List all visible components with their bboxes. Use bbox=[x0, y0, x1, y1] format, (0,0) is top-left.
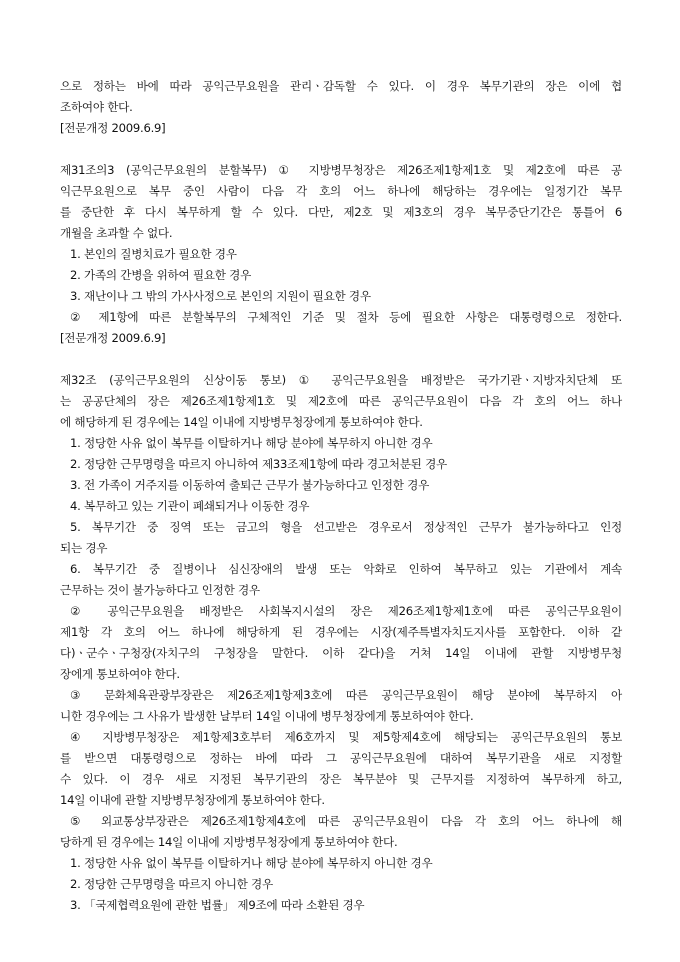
text-line: 되는 경우 bbox=[60, 541, 108, 555]
paragraph-gap bbox=[60, 349, 622, 370]
text-line: 1. 정당한 사유 없이 복무를 이탈하거나 해당 분야에 복무하지 아니한 경우 bbox=[70, 856, 433, 870]
text-line: 3. 「국제협력요원에 관한 법률」 제9조에 따라 소환된 경우 bbox=[70, 898, 365, 912]
text-line: 2. 정당한 근무명령을 따르지 아니하여 제33조제1항에 따라 경고처분된 경우 bbox=[70, 457, 447, 471]
text-line: 14일 이내에 관할 지방병무청장에게 통보하여야 한다. bbox=[60, 793, 325, 807]
text-line: 를 중단한 후 다시 복무하게 할 수 있다. 다만, 제2호 및 제3호의 경우 복무중단기간은 통틀어 6 bbox=[60, 205, 622, 219]
text-line: ② 제1항에 따른 분할복무의 구체적인 기준 및 절차 등에 필요한 사항은 대통령령으로 정한다. bbox=[70, 310, 622, 324]
text-line: 4. 복무하고 있는 기관이 폐쇄되거나 이동한 경우 bbox=[70, 499, 310, 513]
document-page bbox=[60, 76, 622, 916]
article-block bbox=[60, 370, 622, 916]
text-line: 에 해당하게 된 경우에는 14일 이내에 지방병무청장에게 통보하여야 한다. bbox=[60, 415, 423, 429]
text-line: 다)ㆍ군수ㆍ구청장(자치구의 구청장을 말한다. 이하 같다)을 거쳐 14일 이내에 관할 지방병무청 bbox=[60, 646, 622, 660]
text-line: 장에게 통보하여야 한다. bbox=[60, 667, 180, 681]
text-line: 2. 가족의 간병을 위하여 필요한 경우 bbox=[70, 268, 252, 282]
text-line: 익근무요원으로 복무 중인 사람이 다음 각 호의 어느 하나에 해당하는 경우에는 일정기간 복무 bbox=[60, 184, 622, 198]
text-line: [전문개정 2009.6.9] bbox=[60, 331, 166, 345]
text-line: 당하게 된 경우에는 14일 이내에 지방병무청장에게 통보하여야 한다. bbox=[60, 835, 398, 849]
text-line: 조하여야 한다. bbox=[60, 100, 133, 114]
article-block bbox=[60, 76, 622, 139]
text-line: 를 받으면 대통령령으로 정하는 바에 따라 그 공익근무요원에 대하여 복무기관을 새로 지정할 bbox=[60, 751, 622, 765]
text-line: ② 공익근무요원을 배정받은 사회복지시설의 장은 제26조제1항제1호에 따른 공익근무요원이 bbox=[70, 604, 622, 618]
text-line: 으로 정하는 바에 따라 공익근무요원을 관리ㆍ감독할 수 있다. 이 경우 복무기관의 장은 이에 협 bbox=[60, 79, 622, 93]
text-line: 개월을 초과할 수 없다. bbox=[60, 226, 173, 240]
text-line: 제1항 각 호의 어느 하나에 해당하게 된 경우에는 시장(제주특별자치도지사를 포함한다. 이하 같 bbox=[60, 625, 622, 639]
text-line: ④ 지방병무청장은 제1항제3호부터 제6호까지 및 제5항제4호에 해당되는 공익근무요원의 통보 bbox=[70, 730, 622, 744]
text-line: 수 있다. 이 경우 새로 지정된 복무기관의 장은 복무분야 및 근무지를 지정하여 복무하게 하고, bbox=[60, 772, 622, 786]
paragraph-gap bbox=[60, 139, 622, 160]
text-line: 제32조 (공익근무요원의 신상이동 통보) ① 공익근무요원을 배정받은 국가기관ㆍ지방자치단체 또 bbox=[60, 373, 622, 387]
text-line: 2. 정당한 근무명령을 따르지 아니한 경우 bbox=[70, 877, 273, 891]
text-line: 1. 정당한 사유 없이 복무를 이탈하거나 해당 분야에 복무하지 아니한 경우 bbox=[70, 436, 433, 450]
text-line: 3. 전 가족이 거주지를 이동하여 출퇴근 근무가 불가능하다고 인정한 경우 bbox=[70, 478, 430, 492]
text-line: 근무하는 것이 불가능하다고 인정한 경우 bbox=[60, 583, 260, 597]
text-line: 3. 재난이나 그 밖의 가사사정으로 본인의 지원이 필요한 경우 bbox=[70, 289, 371, 303]
text-line: 니한 경우에는 그 사유가 발생한 날부터 14일 이내에 병무청장에게 통보하여야 한다. bbox=[60, 709, 474, 723]
text-line: 5. 복무기간 중 징역 또는 금고의 형을 선고받은 경우로서 정상적인 근무가 불가능하다고 인정 bbox=[70, 520, 622, 534]
text-line: 는 공공단체의 장은 제26조제1항제1호 및 제2호에 따른 공익근무요원이 다음 각 호의 어느 하나 bbox=[60, 394, 622, 408]
text-line: [전문개정 2009.6.9] bbox=[60, 121, 166, 135]
text-line: 1. 본인의 질병치료가 필요한 경우 bbox=[70, 247, 237, 261]
text-line: 제31조의3 (공익근무요원의 분할복무) ① 지방병무청장은 제26조제1항제1호 및 제2호에 따른 공 bbox=[60, 163, 622, 177]
article-block bbox=[60, 160, 622, 349]
text-line: 6. 복무기간 중 질병이나 심신장애의 발생 또는 악화로 인하여 복무하고 있는 기관에서 계속 bbox=[70, 562, 622, 576]
text-line: ⑤ 외교통상부장관은 제26조제1항제4호에 따른 공익근무요원이 다음 각 호의 어느 하나에 해 bbox=[70, 814, 622, 828]
text-line: ③ 문화체육관광부장관은 제26조제1항제3호에 따른 공익근무요원이 해당 분야에 복무하지 아 bbox=[70, 688, 622, 702]
